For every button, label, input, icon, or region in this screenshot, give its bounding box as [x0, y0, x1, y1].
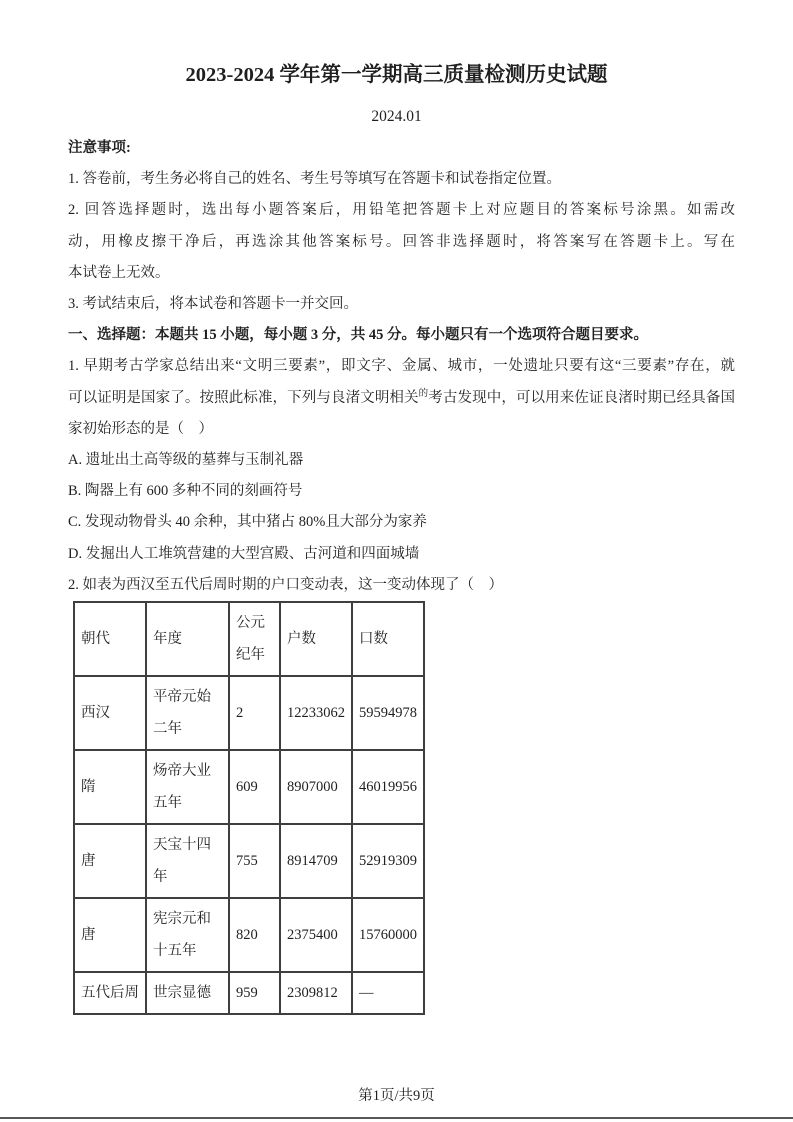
notice-item-3: 3. 考试结束后，将本试卷和答题卡一并交回。 — [68, 296, 358, 313]
table-cell-households: 2375400 — [280, 898, 352, 972]
question-1-option-d: D. 发掘出人工堆筑营建的大型宫殿、古河道和四面城墙 — [68, 545, 420, 562]
table-cell-ce-year: 820 — [229, 898, 280, 972]
question-1-line-2-text-end: 考古发现中，可以用来佐证良渚时期已经具备国 — [428, 389, 735, 406]
table-cell-population: 15760000 — [352, 898, 424, 972]
notice-item-2-line-2: 动，用橡皮擦干净后，再选涂其他答案标号。回答非选择题时，将答案写在答题卡上。写在 — [68, 233, 735, 250]
notice-item-2-line-1: 2. 回答选择题时，选出每小题答案后，用铅笔把答题卡上对应题目的答案标号涂黑。如需改 — [68, 202, 735, 219]
notice-item-1: 1. 答卷前，考生务必将自己的姓名、考生号等填写在答题卡和试卷指定位置。 — [68, 171, 561, 188]
table-cell-population: 46019956 — [352, 750, 424, 824]
table-cell-households: 2309812 — [280, 972, 352, 1014]
table-row — [74, 676, 424, 750]
table-header-year-title: 年度 — [146, 602, 229, 676]
table-cell-era: 宪宗元和十五年 — [146, 898, 229, 972]
table-row — [74, 824, 424, 898]
question-1-line-2 — [68, 383, 735, 414]
table-cell-era: 世宗显德 — [146, 972, 229, 1014]
table-header-population: 口数 — [352, 602, 424, 676]
table-cell-ce-year: 2 — [229, 676, 280, 750]
table-header-dynasty: 朝代 — [74, 602, 146, 676]
notice-item-2-line-3: 本试卷上无效。 — [68, 264, 170, 281]
superscript-de: 的 — [418, 388, 429, 399]
question-1-option-a: A. 遗址出土高等级的墓葬与玉制礼器 — [68, 452, 304, 469]
table-cell-dynasty: 唐 — [74, 824, 146, 898]
table-cell-ce-year: 755 — [229, 824, 280, 898]
table-cell-households: 8907000 — [280, 750, 352, 824]
exam-date: 2024.01 — [371, 108, 422, 125]
question-1-line-2-text: 可以证明是国家了。按照此标准，下列与良渚文明相关 — [68, 389, 419, 406]
table-cell-population: 59594978 — [352, 676, 424, 750]
table-cell-ce-year: 959 — [229, 972, 280, 1014]
table-cell-era: 炀帝大业五年 — [146, 750, 229, 824]
table-cell-dynasty: 唐 — [74, 898, 146, 972]
table-row — [74, 750, 424, 824]
table-cell-households: 12233062 — [280, 676, 352, 750]
table-cell-dynasty: 西汉 — [74, 676, 146, 750]
table-cell-households: 8914709 — [280, 824, 352, 898]
table-cell-era: 平帝元始二年 — [146, 676, 229, 750]
table-cell-ce-year: 609 — [229, 750, 280, 824]
table-header-ce-year: 公元纪年 — [229, 602, 280, 676]
section-heading: 一、选择题：本题共 15 小题，每小题 3 分，共 45 分。每小题只有一个选项符合题目要求。 — [68, 327, 648, 344]
page-bottom-divider — [0, 1117, 793, 1119]
table-cell-population: 52919309 — [352, 824, 424, 898]
page-number: 第1页/共9页 — [358, 1088, 435, 1104]
question-1-option-c: C. 发现动物骨头 40 余种，其中猪占 80%且大部分为家养 — [68, 514, 427, 531]
question-1-line-3: 家初始形态的是（ ） — [68, 420, 213, 437]
table-cell-era: 天宝十四年 — [146, 824, 229, 898]
question-2-text: 2. 如表为西汉至五代后周时期的户口变动表，这一变动体现了（ ） — [68, 576, 503, 593]
table-row — [74, 972, 424, 1014]
table-cell-dynasty: 隋 — [74, 750, 146, 824]
table-cell-population: — — [352, 972, 424, 1014]
table-cell-dynasty: 五代后周 — [74, 972, 146, 1014]
notice-label: 注意事项: — [68, 140, 131, 156]
document-body — [68, 133, 735, 1015]
table-header-row — [74, 602, 424, 676]
table-header-households: 户数 — [280, 602, 352, 676]
household-population-table — [73, 601, 425, 1015]
question-1-option-b: B. 陶器上有 600 多种不同的刻画符号 — [68, 483, 303, 500]
table-row — [74, 898, 424, 972]
question-1-line-1: 1. 早期考古学家总结出来“文明三要素”，即文字、金属、城市，一处遗址只要有这“三要素”存在，就 — [68, 358, 735, 375]
page-title: 2023-2024 学年第一学期高三质量检测历史试题 — [185, 64, 608, 86]
